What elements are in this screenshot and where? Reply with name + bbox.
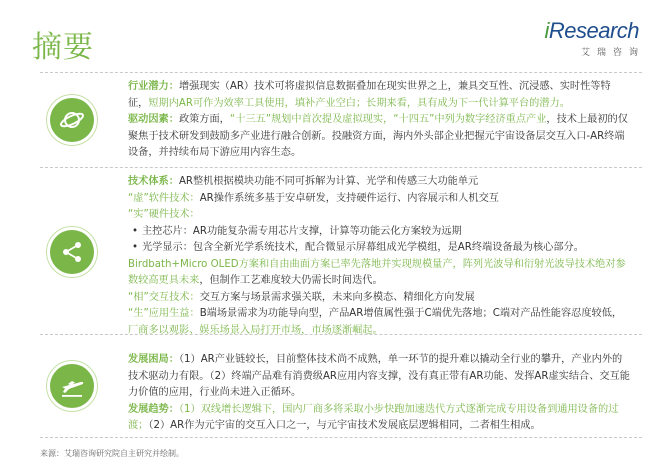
section-industry-potential (40, 72, 642, 168)
share-icon (50, 230, 94, 274)
source-note: 来源：艾瑞咨询研究院自主研究并绘制。 (40, 449, 184, 458)
page-title: 摘要 (32, 30, 94, 65)
section3-text: 发展困局：（1）AR产业链较长，目前整体技术尚不成熟，单一环节的提升难以撬动全行业的攀升，产业内外的技术驱动力有限。（2）终端产品难有消费级AR应用内容支撑，没有真正带有AR功能、发挥AR虚实结合、交互能力价值的应用，行业尚未进入正循环。 发展趋势：（1）双线增长逻辑下，国内厂商多将采取小步快跑加速迭代方式逐渐完成专用设备到通用设备的过渡；（2）AR作为元宇宙的交互入口之一，与元宇宙技术发展底层逻辑相同，二者相生相成。 (128, 354, 630, 431)
iresearch-logo (544, 18, 645, 58)
label-hardware: “实”硬件技术： (128, 209, 200, 220)
logo-i: i (544, 18, 549, 43)
label-tech-system: 技术体系： (128, 176, 179, 187)
label-interaction: “相”交互技术： (128, 291, 200, 303)
planet-icon (50, 98, 94, 142)
list-item: • 主控芯片：AR功能复杂需专用芯片支撑，计算等功能云化方案较为远期 (128, 224, 630, 241)
label-application: “生”应用生益： (128, 308, 200, 319)
section-development (40, 334, 642, 438)
section-tech-system (40, 167, 642, 335)
label-challenges: 发展困局： (128, 354, 179, 365)
airplane-icon (50, 364, 94, 408)
label-software: “虚”软件技术： (128, 192, 200, 204)
section2-text: 技术体系：AR整机根据模块功能不同可拆解为计算、光学和传感三大功能单元 “虚”软件技术：AR操作系统多基于安卓研发，支持硬件运行、内容展示和人机交互 “实”硬件技术： • 主控芯片：AR功能复杂需专用芯片支撑，计算等功能云化方案较为远期 • 光学显示：包含全新光学系统技术，配合微显示屏幕组成光学模组，是AR终端设备最为核心部分。 Birdbath+Micro OLED方案和自由曲面方案已率先落地并实现规模量产，阵列光波导和衍射光波导技术绝对参数较高更具未来，但制作工艺难度较大仍需长时间迭代。 “相”交互技术：交互方案与场景需求强关联，未来向多模态、精细化方向发展 “生”应用生益：B端场景需求为功能导向型，产品AR增值属性强于C端优先落地；C端对产品性能容忍度较低，厂商多以观影、娱乐场景入局打开市场，市场逐渐崛起。 (128, 174, 630, 339)
label-drivers: 驱动因素： (128, 114, 179, 125)
logo-subtitle: 艾瑞咨询 (580, 48, 645, 58)
label-trends: 发展趋势： (128, 403, 179, 415)
logo-text: Research (548, 18, 639, 43)
list-item: • 光学显示：包含全新光学系统技术，配合微显示屏幕组成光学模组，是AR终端设备最为核心部分。 (128, 240, 630, 257)
section1-text: 行业潜力：增强现实（AR）技术可将虚拟信息数据叠加在现实世界之上，兼具交互性、沉浸感、实时性等特征，短期内AR可作为效率工具使用，填补产业空白；长期来看，具有成为下一代计算平台的潜力。 驱动因素：政策方面，“十三五”规划中首次提及虚拟现实，“十四五”中列为数字经济重点产业，技术上最初的仅聚焦于技术研发到鼓励多产业进行融合创新。投融资方面，海内外头部企业把握元宇宙设备层交互入口-AR终端设备，并持续布局下游应用内容生态。 (128, 81, 628, 158)
label-industry-potential: 行业潜力： (128, 81, 179, 92)
